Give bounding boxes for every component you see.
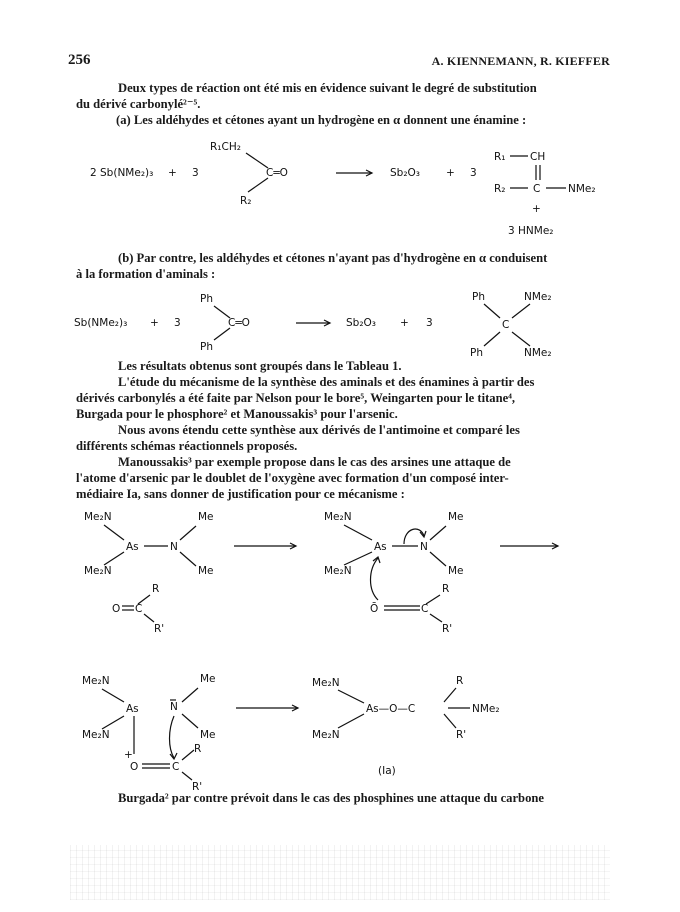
oxygen-anion: Ō [370, 603, 379, 615]
methyl-bottom: Me [198, 565, 214, 577]
bond [104, 525, 124, 540]
bond [248, 178, 268, 192]
coefficient: 3 [174, 317, 181, 329]
text-line: (b) Par contre, les aldéhydes et cétones n'ayant pas d'hydrogène en α conduisent [118, 251, 548, 265]
product-sb2o3: Sb₂O₃ [346, 317, 377, 329]
bond [444, 714, 456, 728]
reagent-sb-nme2: Sb(NMe₂)₃ [74, 317, 128, 329]
phenyl-bottom: Ph [200, 341, 213, 353]
mechanism-step3 [82, 673, 298, 793]
enamine-ch: CH [530, 151, 546, 163]
text-line: Nous avons étendu cette synthèse aux dérivés de l'antimoine et comparé les [118, 423, 520, 437]
product-sb2o3: Sb₂O₃ [390, 167, 421, 179]
compound-label-ia: (Ia) [378, 765, 396, 777]
mechanism-step1 [84, 511, 296, 635]
aminal-phenyl-bottom: Ph [470, 347, 483, 359]
bond [144, 614, 154, 622]
substituent-r: R [152, 583, 160, 595]
text-line: (a) Les aldéhydes et cétones ayant un hydrogène en α donnent une énamine : [116, 113, 527, 127]
nitrogen-atom: N [420, 541, 428, 553]
electron-arrow [170, 716, 175, 758]
r1ch2-group: R₁CH₂ [210, 141, 241, 153]
plus-sign: + [532, 203, 541, 215]
nitrogen-anion: N [170, 701, 178, 713]
text-line: Les résultats obtenus sont groupés dans le Tableau 1. [118, 359, 402, 373]
me2n-bottom: Me₂N [84, 565, 112, 577]
as-o-c-chain: As—O—C [366, 703, 416, 715]
running-header-authors: A. KIENNEMANN, R. KIEFFER [431, 54, 610, 68]
text-line: Burgada pour le phosphore² et Manoussakis³ pour l'arsenic. [76, 407, 398, 421]
bond [338, 690, 364, 703]
coefficient: 3 [470, 167, 477, 179]
bond [430, 614, 442, 622]
bond [430, 552, 446, 566]
substituent-r: R [194, 743, 202, 755]
ia-nme2: NMe₂ [472, 703, 500, 715]
plus-sign: + [400, 317, 409, 329]
methyl-top: Me [448, 511, 464, 523]
bond [338, 714, 364, 728]
carbonyl-group: C═O [228, 317, 250, 329]
plus-sign: + [446, 167, 455, 179]
bond [102, 716, 124, 729]
bond [182, 772, 192, 780]
text-line: différents schémas réactionnels proposés. [76, 439, 298, 453]
aminal-nme2-bottom: NMe₂ [524, 347, 552, 359]
bond [344, 525, 372, 540]
bond [182, 750, 194, 760]
nitrogen-atom: N [170, 541, 178, 553]
text-line: dérivés carbonylés a été faite par Nelson pour le bore⁵, Weingarten pour le titane⁴, [76, 391, 516, 405]
bond [484, 332, 500, 346]
positive-charge: + [124, 749, 133, 761]
me2n-top: Me₂N [324, 511, 352, 523]
page-number: 256 [68, 52, 91, 68]
enamine-nme2: NMe₂ [568, 183, 596, 195]
me2n-bottom: Me₂N [324, 565, 352, 577]
text-line: Manoussakis³ par exemple propose dans le cas des arsines une attaque de [118, 455, 511, 469]
enamine-c: C [533, 183, 541, 195]
bond [214, 328, 230, 340]
me2n-bottom: Me₂N [82, 729, 110, 741]
bond [180, 552, 196, 566]
bond [512, 332, 530, 346]
substituent-r-prime: R' [154, 623, 165, 635]
bond [104, 552, 124, 565]
methyl-top: Me [200, 673, 216, 685]
aminal-nme2-top: NMe₂ [524, 291, 552, 303]
bond [444, 688, 456, 702]
bond [344, 552, 372, 565]
plus-sign: + [168, 167, 177, 179]
text-line: du dérivé carbonylé²⁻⁵. [76, 97, 201, 111]
me2n-top: Me₂N [312, 677, 340, 689]
scan-noise [70, 845, 610, 900]
bond [484, 304, 500, 318]
text-line: l'atome d'arsenic par le doublet de l'oxygène avec formation d'un composé inter- [76, 471, 509, 485]
electron-arrow [371, 558, 379, 600]
substituent-r-prime: R' [442, 623, 453, 635]
me2n-top: Me₂N [82, 675, 110, 687]
methyl-bottom: Me [448, 565, 464, 577]
aminal-phenyl-top: Ph [472, 291, 485, 303]
r2-group: R₂ [240, 195, 252, 207]
bond [512, 304, 530, 318]
phenyl-top: Ph [200, 293, 213, 305]
substituent-r: R [456, 675, 464, 687]
oxygen-atom: O [112, 603, 121, 615]
substituent-r: R [442, 583, 450, 595]
enamine-r2: R₂ [494, 183, 506, 195]
carbon-atom: C [172, 761, 180, 773]
enamine-r1: R₁ [494, 151, 506, 163]
product-ia [312, 675, 500, 777]
carbon-atom: C [421, 603, 429, 615]
me2n-top: Me₂N [84, 511, 112, 523]
coefficient: 3 [192, 167, 199, 179]
bond [430, 526, 446, 540]
mechanism-step2 [324, 511, 558, 635]
text-line: médiaire Ia, sans donner de justification pour ce mécanisme : [76, 487, 405, 501]
carbon-atom: C [135, 603, 143, 615]
scheme-a [90, 141, 596, 237]
reagent-sb-nme2: 2 Sb(NMe₂)₃ [90, 167, 154, 179]
text-line: Burgada² par contre prévoit dans le cas des phosphines une attaque du carbone [118, 791, 544, 805]
arsenic-atom: As [126, 703, 139, 715]
scheme-b [74, 291, 552, 359]
aminal-c: C [502, 319, 510, 331]
text-line: Deux types de réaction ont été mis en évidence suivant le degré de substitution [118, 81, 537, 95]
substituent-r-prime: R' [456, 729, 467, 741]
plus-sign: + [150, 317, 159, 329]
methyl-top: Me [198, 511, 214, 523]
bond [102, 689, 124, 702]
text-line: L'étude du mécanisme de la synthèse des aminals et des énamines à partir des [118, 375, 535, 389]
oxygen-atom: O [130, 761, 139, 773]
bond [180, 526, 196, 540]
bond [182, 688, 198, 702]
me2n-bottom: Me₂N [312, 729, 340, 741]
text-line: à la formation d'aminals : [76, 267, 216, 281]
bond [246, 153, 268, 168]
arsenic-atom: As [374, 541, 387, 553]
carbonyl-group: C═O [266, 167, 288, 179]
coefficient: 3 [426, 317, 433, 329]
substituent-r-prime: R' [192, 781, 203, 793]
methyl-bottom: Me [200, 729, 216, 741]
bond [182, 714, 198, 728]
byproduct-hnme2: 3 HNMe₂ [508, 225, 554, 237]
arsenic-atom: As [126, 541, 139, 553]
